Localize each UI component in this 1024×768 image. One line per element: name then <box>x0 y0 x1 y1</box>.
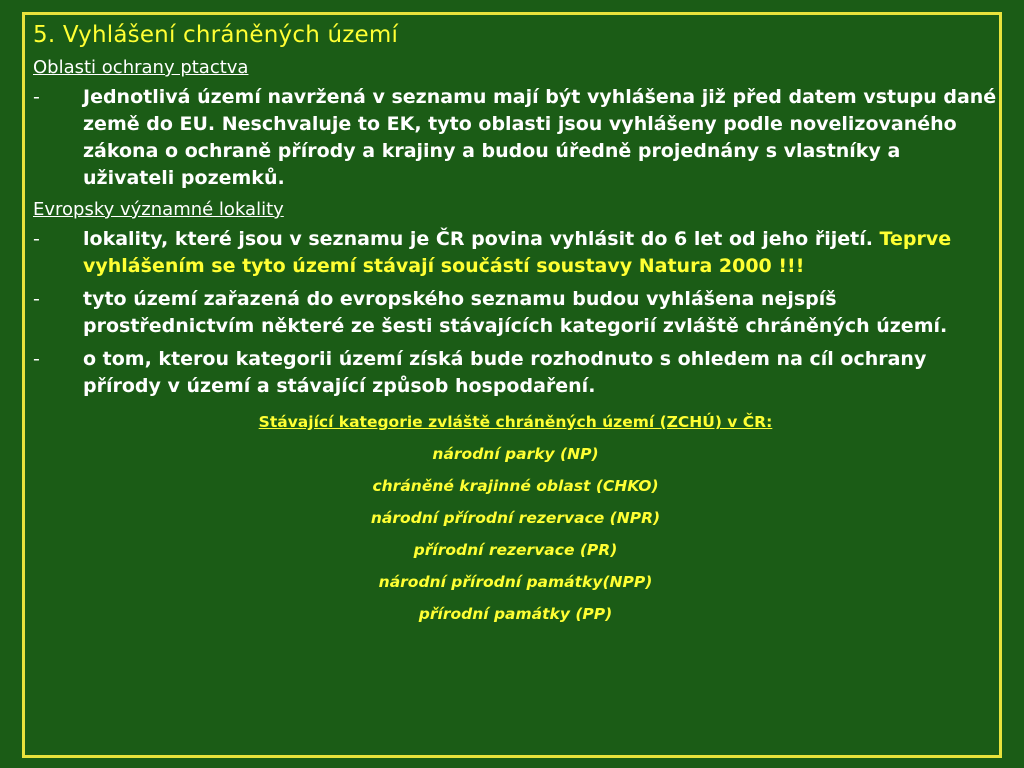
bullet-dash: - <box>33 228 40 250</box>
bullet-item <box>33 346 998 400</box>
category-item: přírodní památky (PP) <box>418 605 613 623</box>
categories-heading: Stávající kategorie zvláště chráněných území (ZCHÚ) v ČR: <box>258 413 773 431</box>
bullet-text: tyto území zařazená do evropského seznamu budou vyhlášena nejspíš prostřednictvím některé ze šesti stávajících kategorií zvláště chráněných území. <box>83 288 948 337</box>
bullet-text-plain: lokality, které jsou v seznamu je ČR povina vyhlásit do 6 let od jeho řijetí. <box>83 228 880 250</box>
category-item: chráněné krajinné oblast (CHKO) <box>372 477 659 495</box>
section-heading-sci-sites: Evropsky významné lokality <box>33 199 284 220</box>
bullet-dash: - <box>33 288 40 310</box>
bullet-text: o tom, kterou kategorii území získá bude rozhodnuto s ohledem na cíl ochrany přírody v území a stávající způsob hospodaření. <box>83 348 927 397</box>
bullet-dash: - <box>33 348 40 370</box>
bullet-text: Jednotlivá území navržená v seznamu mají být vyhlášena již před datem vstupu dané země do EU. Neschvaluje to EK, tyto oblasti jsou vyhlášeny podle novelizovaného zákona o ochraně přírody a krajiny a budou úředně projednány s vlastníky a uživateli pozemků. <box>83 86 997 189</box>
bullet-text <box>83 226 998 280</box>
bullet-dash: - <box>33 86 40 108</box>
bullet-item <box>33 226 998 280</box>
category-item: národní parky (NP) <box>432 445 599 463</box>
bullet-text-highlight: Teprve vyhlášením se tyto území stávají součástí soustavy Natura 2000 !!! <box>83 228 952 277</box>
bullet-item <box>33 84 998 192</box>
slide-title: 5. Vyhlášení chráněných území <box>33 22 399 48</box>
category-item: přírodní rezervace (PR) <box>413 541 618 559</box>
category-item: národní přírodní památky(NPP) <box>378 573 653 591</box>
slide-content <box>33 20 998 636</box>
category-item: národní přírodní rezervace (NPR) <box>370 509 661 527</box>
bullet-item <box>33 286 998 340</box>
section-heading-bird-areas: Oblasti ochrany ptactva <box>33 57 249 78</box>
